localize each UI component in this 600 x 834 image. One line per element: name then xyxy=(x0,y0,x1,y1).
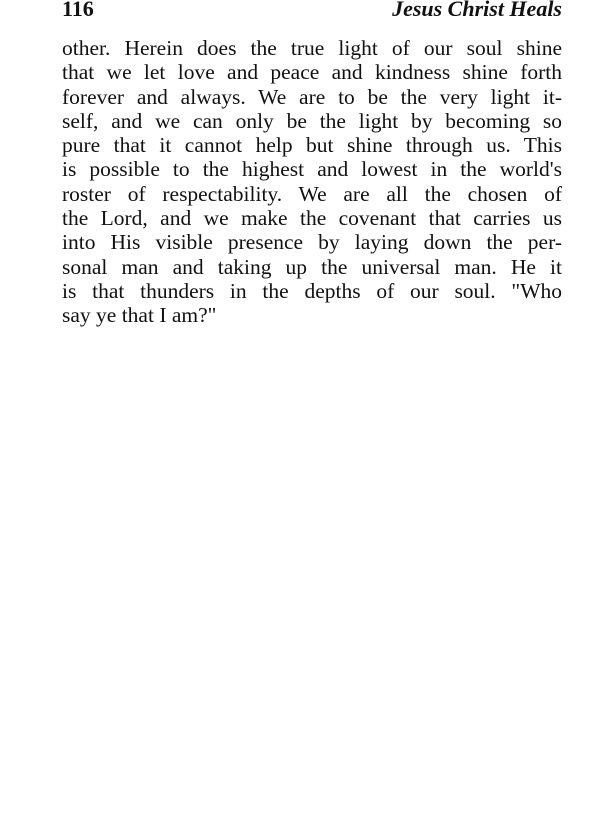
text-line: pure that it cannot help but shine through us. This xyxy=(62,133,562,158)
text-line: that we let love and peace and kindness shine forth xyxy=(62,60,562,85)
body-paragraph xyxy=(62,36,562,328)
running-head xyxy=(62,0,562,24)
text-line: into His visible presence by laying down the per- xyxy=(62,230,562,255)
text-line: say ye that I am?" xyxy=(62,303,217,328)
text-line: is possible to the highest and lowest in the world's xyxy=(62,157,562,182)
text-line: other. Herein does the true light of our soul shine xyxy=(62,36,562,60)
book-title: Jesus Christ Heals xyxy=(392,0,562,21)
text-line: sonal man and taking up the universal man. He it xyxy=(62,254,562,279)
text-line: the Lord, and we make the covenant that carries us xyxy=(62,206,562,231)
page-number: 116 xyxy=(62,0,94,21)
text-line: forever and always. We are to be the very light it- xyxy=(62,84,562,109)
text-line: self, and we can only be the light by becoming so xyxy=(62,108,562,133)
text-line: roster of respectability. We are all the chosen of xyxy=(62,181,562,206)
text-line: is that thunders in the depths of our soul. "Who xyxy=(62,278,562,303)
